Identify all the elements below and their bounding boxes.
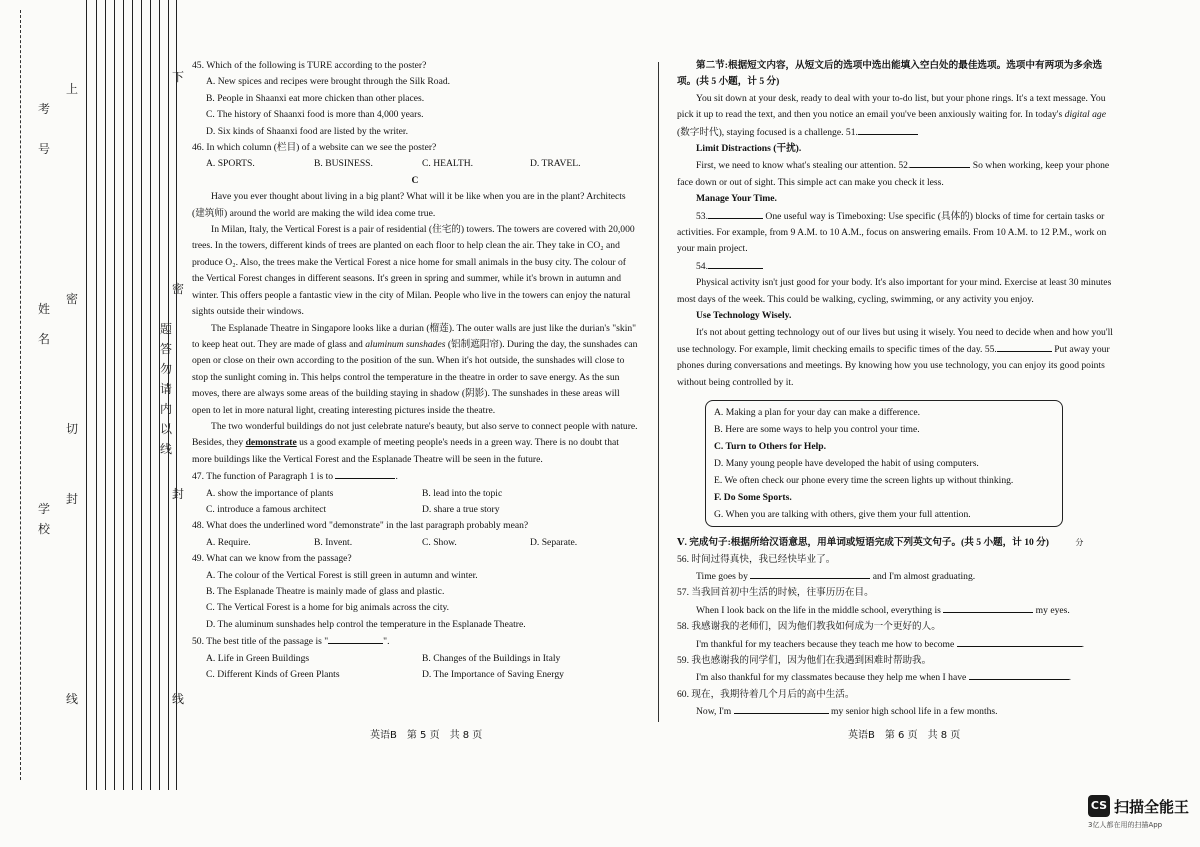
subheading-use-technology: Use Technology Wisely. — [696, 310, 792, 322]
option: A. The colour of the Vertical Forest is still green in autumn and winter. — [206, 569, 478, 581]
blank-54: 54. — [677, 258, 1121, 275]
underlined-word: demonstrate — [245, 437, 297, 449]
binding-mark: 上 — [66, 82, 79, 96]
option: A. SPORTS. — [206, 158, 255, 170]
option: B. Invent. — [314, 536, 353, 548]
option: C. introduce a famous architect — [206, 503, 327, 515]
question-48: 48. What does the underlined word "demonstrate" in the last paragraph probably mean? — [192, 520, 529, 532]
binding-mark: 封 — [66, 492, 79, 506]
option: D. Six kinds of Shaanxi food are listed by the writer. — [206, 125, 408, 137]
sentence-56: Time goes by and I'm almost graduating. — [677, 568, 1121, 585]
box-option: G. When you are talking with others, give them your full attention. — [714, 509, 971, 521]
sentence-60: Now, I'm my senior high school life in a few months. — [677, 703, 1121, 720]
binding-line — [176, 0, 177, 790]
option: B. lead into the topic — [422, 487, 503, 499]
binding-mark: 勿 — [160, 362, 173, 376]
passage-paragraph-2: In Milan, Italy, the Vertical Forest is a pair of residential (住宅的) towers. The towers are covered with 20,000 trees. In the towers, different kinds of trees are planted on each floor to help clean the air. They take in CO₂ and produce O₂. Also, the trees make the Vertical Forest a nice home for small animals in the busy city. The colour of the Vertical Forest changes in different seasons. It's green in spring and summer, while it's brown in autumn and winter. This offers people a fantastic view in the city of Milan. People who live in the towers can enjoy the natural sights outside their windows. — [192, 224, 635, 318]
option: D. TRAVEL. — [530, 158, 581, 170]
question-50-options — [192, 651, 638, 684]
box-option: E. We often check our phone every time the screen lights up without thinking. — [714, 475, 1014, 487]
option: B. BUSINESS. — [314, 158, 373, 170]
passage-paragraph-1: Have you ever thought about living in a big plant? What will it be like when you are in the plant? Architects (建筑师) around the world are making the wild idea come true. — [192, 191, 626, 219]
sentence-59-cn: 59. 我也感谢我的同学们，因为他们在我遇到困难时帮助我。 — [677, 654, 932, 666]
passage-paragraph-5: It's not about getting technology out of our lives but using it wisely. You need to decide when and how you'll use technology. For example, limit checking emails to specific times of the day. 55. Put away your phones during conversations and meetings. By knowing how you use technology, you can enjoy its good points without being controlled by it. — [677, 326, 1113, 388]
box-option: A. Making a plan for your day can make a difference. — [714, 407, 921, 419]
sentence-58: I'm thankful for my teachers because they teach me how to become . — [677, 636, 1121, 653]
binding-line — [132, 0, 133, 790]
box-option: B. Here are some ways to help you control your time. — [714, 424, 920, 436]
subheading-limit-distractions: Limit Distractions (干扰). — [696, 143, 802, 155]
option: D. Separate. — [530, 536, 578, 548]
binding-mark: 名 — [38, 332, 51, 346]
option: A. Require. — [206, 536, 251, 548]
binding-mark: 号 — [38, 142, 51, 156]
binding-line — [105, 0, 106, 790]
question-45: 45. Which of the following is TURE according to the poster? — [192, 60, 427, 71]
sentence-60-cn: 60. 现在，我期待着几个月后的高中生活。 — [677, 688, 855, 700]
binding-mark: 封 — [172, 487, 185, 501]
sentence-57-cn: 57. 当我回首初中生活的时候，往事历历在目。 — [677, 587, 874, 599]
binding-mark: 请 — [160, 382, 173, 396]
binding-mark: 线 — [160, 442, 173, 456]
passage-paragraph-3: The Esplanade Theatre in Singapore looks like a durian (榴莲). The outer walls are just like the durian's "skin" to keep heat out. They are made of glass and aluminum sunshades (铝制遮阳帘). During the day, the sunshades can open or close on their own according to the position of the sun. When it's hot outside, the sunshades will close to stop the sunlight coming in. This helps control the temperature in the theatre in order to save energy. As the sun moves, there are always some areas of the building staying in shadow (阴影). The sunshades in these areas will open to let in more natural light, creating interesting pictures inside the theatre. — [192, 322, 638, 416]
binding-mark: 以 — [160, 422, 173, 436]
sentence-56-cn: 56. 时间过得真快，我已经快毕业了。 — [677, 553, 836, 565]
binding-mark: 校 — [38, 522, 51, 536]
passage-paragraph-1: You sit down at your desk, ready to deal with your to-do list, but your phone rings. It's a text message. You pick it up to read the text, and then you notice an email you've been anxiously waiting for. In today's digital age (数字时代), staying focused is a challenge. 51. — [677, 92, 1106, 138]
box-option: F. Do Some Sports. — [714, 492, 792, 504]
left-column — [192, 58, 638, 683]
option: C. Different Kinds of Green Plants — [206, 669, 340, 681]
question-46-options — [192, 156, 638, 172]
binding-mark: 内 — [160, 402, 173, 416]
binding-strip — [0, 0, 190, 847]
box-option: D. Many young people have developed the habit of using computers. — [714, 458, 979, 470]
score-mark: 分 — [1075, 538, 1084, 548]
options-box — [705, 400, 1063, 527]
camscanner-logo: CS — [1088, 795, 1110, 817]
option: B. The Esplanade Theatre is mainly made of glass and plastic. — [206, 586, 445, 597]
option: D. The Importance of Saving Energy — [422, 669, 564, 681]
question-49-options — [192, 568, 638, 634]
option: D. The aluminum sunshades help control the temperature in the Esplanade Theatre. — [206, 618, 526, 630]
binding-mark: 姓 — [38, 302, 51, 316]
scanner-watermark — [1088, 795, 1189, 830]
question-48-options — [192, 535, 638, 551]
option: B. People in Shaanxi eat more chicken than other places. — [206, 92, 425, 104]
option: C. Show. — [422, 536, 457, 548]
cut-line — [20, 10, 21, 780]
option: A. show the importance of plants — [206, 487, 334, 499]
page-footer-right: 英语B 第 6 页 共 8 页 — [848, 730, 961, 741]
option: B. Changes of the Buildings in Italy — [422, 652, 561, 664]
question-46: 46. In which column (栏目) of a website can we see the poster? — [192, 142, 437, 154]
sentence-57: When I look back on the life in the middle school, everything is my eyes. — [677, 602, 1121, 619]
passage-paragraph-4: Physical activity isn't just good for your body. It's also important for your mind. Exercise at least 30 minutes most days of the week. This could be walking, cycling, swimming, or any activity you enjoy. — [677, 277, 1112, 305]
question-49: 49. What can we know from the passage? — [192, 553, 352, 565]
section-instructions: 第二节:根据短文内容，从短文后的选项中选出能填入空白处的最佳选项。选项中有两项为多余选项。(共 5 小题，计 5 分) — [677, 60, 1103, 88]
sentence-58-cn: 58. 我感谢我的老师们，因为他们教我如何成为一个更好的人。 — [677, 621, 941, 633]
binding-mark: 线 — [66, 692, 79, 706]
binding-mark: 题 — [160, 322, 173, 336]
binding-line — [114, 0, 115, 790]
passage-paragraph-3: 53. One useful way is Timeboxing: Use specific (具体的) blocks of time for certain tasks or activities. For example, from 9 A.M. to 10 A.M., focus on answering emails. From 10 A.M. to 12 P.M., work on your main project. — [677, 208, 1121, 258]
option: D. share a true story — [422, 503, 500, 515]
binding-mark: 密 — [172, 282, 185, 296]
column-divider — [658, 62, 659, 722]
subheading-manage-time: Manage Your Time. — [696, 193, 777, 205]
option: A. New spices and recipes were brought through the Silk Road. — [206, 76, 451, 88]
binding-line — [150, 0, 151, 790]
box-option: C. Turn to Others for Help. — [714, 441, 827, 453]
sentence-59: I'm also thankful for my classmates because they help me when I have . — [677, 669, 1121, 686]
binding-mark: 学 — [38, 502, 51, 516]
binding-mark: 考 — [38, 102, 51, 116]
binding-mark: 下 — [172, 70, 185, 84]
binding-mark: 答 — [160, 342, 173, 356]
binding-line — [96, 0, 97, 790]
binding-line — [86, 0, 87, 790]
binding-mark: 切 — [66, 422, 79, 436]
binding-mark: 线 — [172, 692, 185, 706]
question-50: 50. The best title of the passage is " ". — [192, 633, 638, 650]
option: A. Life in Green Buildings — [206, 652, 310, 664]
question-45-options — [192, 74, 638, 140]
option: C. The history of Shaanxi food is more than 4,000 years. — [206, 109, 424, 121]
passage-paragraph-2: First, we need to know what's stealing our attention. 52. So when working, keep your phone face down or out of sight. This simple act can make you check it less. — [677, 157, 1121, 191]
option: C. HEALTH. — [422, 158, 474, 170]
passage-paragraph-4: The two wonderful buildings do not just celebrate nature's beauty, but also serve to connect people with nature. Besides, they demonstrate us a good example of meeting people's needs in a green way. There is no doubt that more buildings like the Vertical Forest and the Esplanade Theatre will be seen in the future. — [192, 420, 638, 465]
question-47: 47. The function of Paragraph 1 is to . — [192, 468, 638, 485]
binding-mark: 密 — [66, 292, 79, 306]
binding-line — [123, 0, 124, 790]
binding-line — [141, 0, 142, 790]
section-title-c: C — [411, 174, 419, 186]
page-footer-left: 英语B 第 5 页 共 8 页 — [370, 730, 483, 741]
watermark-subtitle: 3亿人都在用的扫描App — [1088, 821, 1163, 829]
question-47-options — [192, 486, 638, 519]
watermark-name: 扫描全能王 — [1114, 797, 1190, 816]
section-5-title: Ⅴ. 完成句子:根据所给汉语意思，用单词或短语完成下列英文句子。(共 5 小题，计 10 分) 分 — [677, 537, 1084, 549]
option: C. The Vertical Forest is a home for big animals across the city. — [206, 602, 450, 614]
right-column — [677, 58, 1121, 721]
